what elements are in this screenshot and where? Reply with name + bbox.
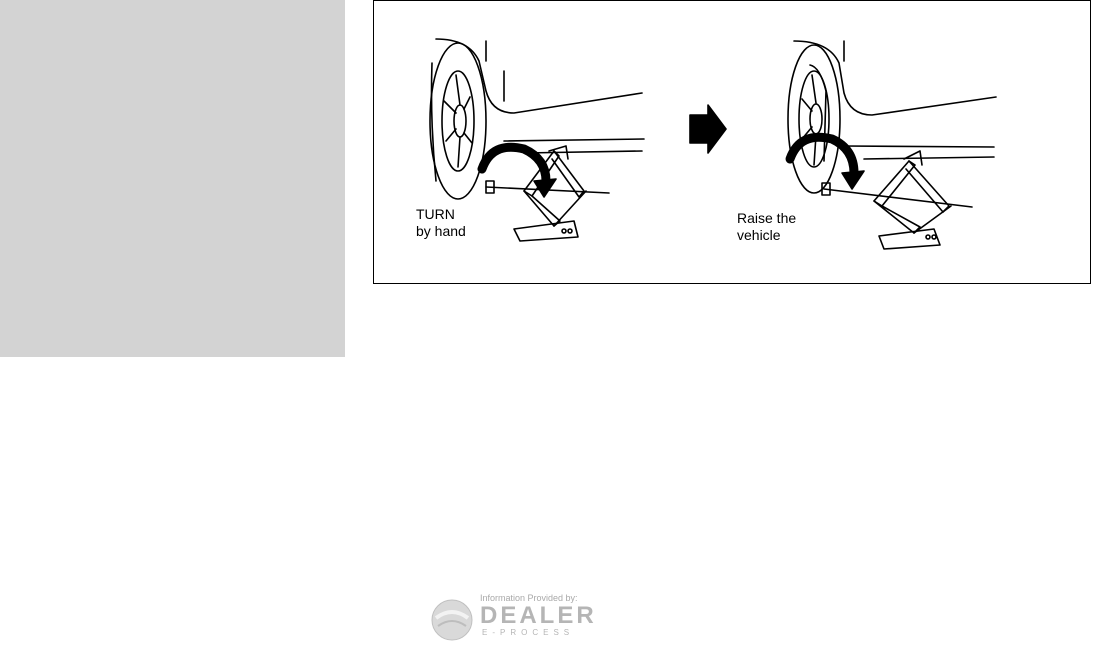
caption-left-line-1: TURN — [416, 206, 455, 222]
caption-left-line-2: by hand — [416, 223, 466, 239]
caption-right-line-1: Raise the — [737, 210, 797, 226]
caption-turn-by-hand — [416, 206, 466, 240]
jack-illustration-figure — [373, 0, 1091, 284]
dealer-eprocess-watermark — [430, 590, 630, 646]
jack-right — [822, 151, 972, 249]
next-step-arrow-icon — [690, 105, 726, 153]
watermark-provided-by: Information Provided by: — [480, 593, 578, 603]
jack-illustration — [374, 1, 1090, 283]
watermark-sub-brand: E-PROCESS — [482, 628, 575, 637]
side-panel — [0, 0, 345, 357]
jack-left — [486, 146, 609, 241]
caption-right-line-2: vehicle — [737, 227, 781, 243]
wheel-left — [430, 43, 486, 199]
rotation-arrow-left — [482, 147, 556, 197]
caption-raise-vehicle — [737, 210, 796, 244]
globe-logo-icon — [430, 598, 474, 642]
car-body-right — [794, 41, 996, 161]
watermark-brand: DEALER — [480, 602, 597, 629]
